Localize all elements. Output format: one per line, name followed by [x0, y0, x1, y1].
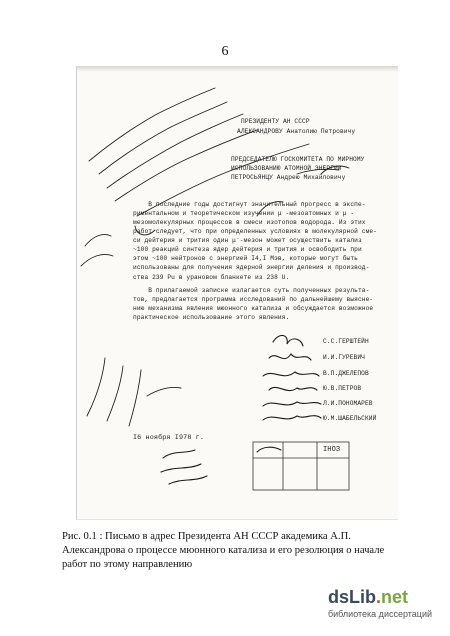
- body-line: ~100 реакций синтеза ядер дейтерия и трития и освободить при: [133, 246, 362, 253]
- signatory-name: Л.И.ПОНОМАРЕВ: [323, 400, 373, 407]
- body-line: практическое использование этого явления.: [133, 314, 290, 321]
- body-line: риментальном и теоретическом изучении μ -мезоатомных и μ -: [133, 210, 355, 217]
- addressee-line: ПРЕЗИДЕНТУ АН СССР: [241, 118, 310, 125]
- signatory-name: И.И.ГУРЕВИЧ: [323, 354, 365, 361]
- logo-tld: net: [381, 587, 409, 607]
- body-line: использованы для получения ядерной энергии деления и производ-: [133, 264, 370, 271]
- body-line: нию механизма явления мюонного катализа и обсуждается возможное: [133, 305, 374, 312]
- addressee-line: АЛЕКСАНДРОВУ Анатолию Петровичу: [237, 128, 356, 135]
- body-line: си дейтерия и трития один μ⁻-мезон может осуществить катализ: [133, 237, 362, 244]
- body-line: мезомолекулярных процессов в смеси изотопов водорода. Из этих: [133, 219, 366, 226]
- dslib-logo: [328, 587, 438, 619]
- figure-caption: Рис. 0.1 : Письмо в адрес Президента АН СССР академика А.П. Александрова о процессе мюонного катализа и его резолюция о начале работ по этому направлению: [62, 531, 385, 570]
- body-line: ства 239 Pu в урановом бланкете из 238 U.: [133, 274, 290, 281]
- body-line: этом ~100 нейтронов с энергией I4,I Мэв, которые могут быть: [133, 255, 358, 262]
- body-line: В прилагаемой записке излагается суть полученных результа-: [133, 287, 370, 294]
- body-line: В последние годы достигнут значительный прогресс в экспе-: [133, 201, 366, 208]
- signatory-name: С.С.ГЕРШТЕЙН: [323, 338, 369, 345]
- logo-brand: dsLib: [328, 587, 376, 607]
- logo-tagline: библиотека диссертаций: [328, 609, 433, 619]
- addressee-line: ПЕТРОСЬЯНЦУ Андрею Михайловичу: [231, 174, 346, 181]
- addressee-line: ПРЕДСЕДАТЕЛЮ ГОСКОМИТЕТА ПО МИРНОМУ: [231, 156, 365, 163]
- signatory-name: В.П.ДЖЕЛЕПОВ: [323, 370, 369, 377]
- body-line: тов, предлагается программа исследований по дальнейшему выясне-: [133, 296, 374, 303]
- page-number: 6: [221, 44, 229, 59]
- body-line: работ следует, что при определенных условиях в молекулярной сме-: [133, 228, 378, 235]
- signatory-name: Ю.М.ШАБЕЛЬСКИЙ: [323, 415, 377, 422]
- stamp-number: IНОЗ: [323, 446, 341, 454]
- logo-dot: .: [376, 587, 382, 607]
- scanned-letter: [76, 66, 398, 520]
- letter-date: I6 ноября I978 г.: [133, 434, 205, 442]
- signatory-name: Ю.В.ПЕТРОВ: [323, 385, 362, 392]
- addressee-line: ИСПОЛЬЗОВАНИЮ АТОМНОЙ ЭНЕРГИИ: [231, 165, 342, 172]
